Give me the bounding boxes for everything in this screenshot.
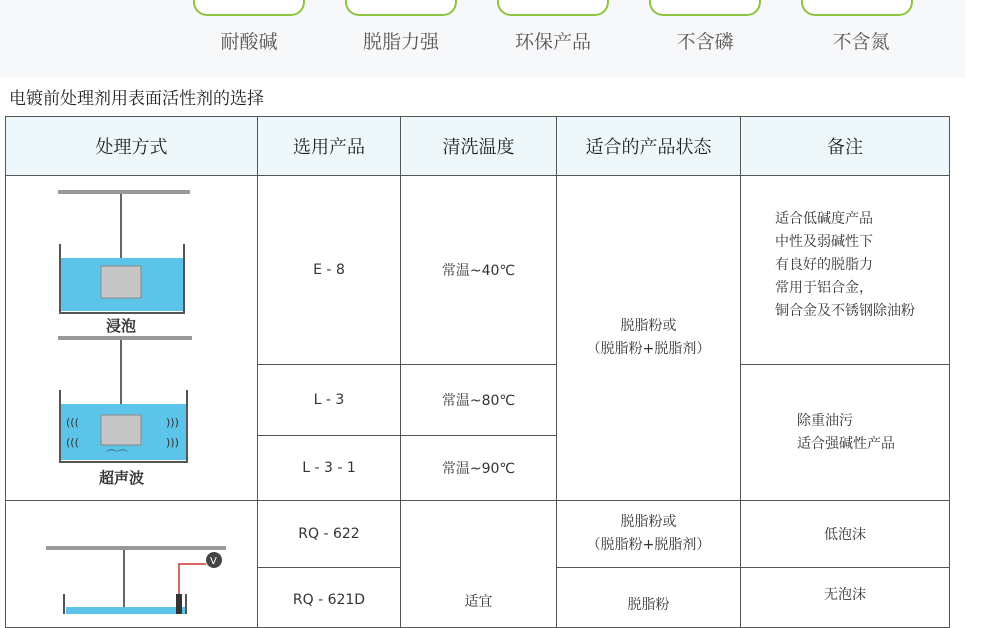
wave-icon: ))): [166, 436, 179, 449]
table-header-row: [6, 117, 950, 176]
hanger-bar: [58, 336, 192, 340]
feature-card-1: [193, 0, 305, 16]
soak-ultrasonic-illustration: [6, 176, 258, 500]
header-temp: 清洗温度: [401, 117, 557, 176]
note-rq621d: 无泡沫: [741, 568, 950, 628]
note-rq622: 低泡沫: [741, 501, 950, 568]
temp-e8: 常温~40℃: [401, 176, 557, 365]
feature-label: 耐酸碱: [220, 31, 278, 53]
method-soak-label: 浸泡: [106, 317, 137, 335]
method-ultrasonic-label: 超声波: [99, 469, 145, 487]
note-line: 常用于铝合金，: [775, 280, 873, 296]
feature-card-3: [497, 0, 609, 16]
product-l31: L - 3 - 1: [258, 436, 401, 501]
state-group1: [557, 176, 741, 501]
temp-l3: 常温~80℃: [401, 365, 557, 436]
table-row: [6, 501, 950, 568]
note-group2: [741, 365, 950, 501]
feature-label: 不含磷: [676, 31, 734, 53]
table-row: [6, 176, 950, 365]
hanger-bar: [58, 190, 190, 194]
electrolytic-illustration-cell: [6, 501, 258, 628]
product-rq621d: RQ - 621D: [258, 568, 401, 628]
surfactant-table: [5, 116, 950, 628]
note-group1: [741, 176, 950, 365]
temp-rq-label: 适宜: [464, 594, 493, 610]
note-line: 中性及弱碱性下: [775, 234, 873, 250]
feature-card-2: [345, 0, 457, 16]
voltmeter-label: V: [210, 556, 217, 567]
temp-l31: 常温~90℃: [401, 436, 557, 501]
electro-water: [66, 607, 186, 614]
wave-icon: ⌒⌒: [106, 449, 128, 462]
feature-card-4: [649, 0, 761, 16]
soak-part: [101, 266, 141, 298]
feature-band: [0, 0, 965, 78]
state-line: （脱脂粉+脱脂剂）: [586, 537, 711, 553]
temp-rq: [401, 501, 557, 628]
hanger-bar: [46, 546, 226, 550]
feature-label: 脱脂力强: [362, 31, 439, 53]
red-wire: [179, 564, 206, 614]
state-line: 脱脂粉或: [620, 514, 677, 530]
note-line: 铜合金及不锈钢除油粉: [775, 303, 915, 319]
product-rq622: RQ - 622: [258, 501, 401, 568]
note-line: 适合低碱度产品: [775, 211, 873, 227]
wave-icon: (((: [66, 436, 79, 449]
note-line: 适合强碱性产品: [797, 435, 895, 452]
wave-icon: (((: [66, 416, 79, 429]
feature-label: 环保产品: [514, 31, 591, 53]
product-e8: E - 8: [258, 176, 401, 365]
feature-label: 不含氮: [832, 31, 890, 53]
state-rq622: [557, 501, 741, 568]
header-note: 备注: [741, 117, 950, 176]
header-state: 适合的产品状态: [557, 117, 741, 176]
state-line: 脱脂粉或: [620, 318, 677, 334]
electrode: [176, 594, 182, 614]
header-product: 选用产品: [258, 117, 401, 176]
feature-card-5: [801, 0, 913, 16]
state-line: （脱脂粉+脱脂剂）: [586, 341, 711, 357]
wave-icon: ))): [166, 416, 179, 429]
note-line: 除重油污: [797, 412, 853, 429]
method-illustration-cell: [6, 176, 258, 501]
note-line: 有良好的脱脂力: [775, 257, 873, 273]
section-title: 电镀前处理剂用表面活性剂的选择: [9, 89, 264, 109]
state-rq621d: 脱脂粉: [557, 568, 741, 628]
product-l3: L - 3: [258, 365, 401, 436]
electrolytic-illustration: [6, 514, 258, 614]
ultrasonic-part: [101, 415, 141, 445]
header-method: 处理方式: [6, 117, 258, 176]
